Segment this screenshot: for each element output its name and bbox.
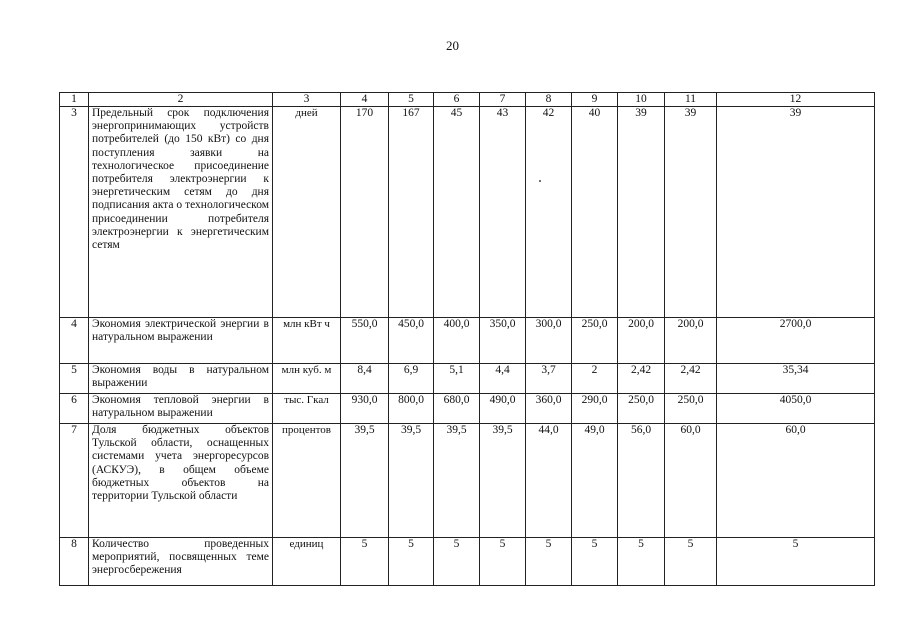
value-cell: 2,42 — [665, 364, 717, 394]
value-cell: 39,5 — [341, 424, 389, 538]
column-number-cell: 5 — [389, 93, 434, 107]
row-number: 3 — [60, 107, 89, 318]
column-number-cell: 3 — [273, 93, 341, 107]
unit-cell: единиц — [273, 538, 341, 586]
value-cell: 400,0 — [434, 318, 480, 364]
value-cell: 350,0 — [480, 318, 526, 364]
value-cell: 450,0 — [389, 318, 434, 364]
column-number-cell: 11 — [665, 93, 717, 107]
value-cell: 5 — [341, 538, 389, 586]
value-cell: 44,0 — [526, 424, 572, 538]
value-cell: 930,0 — [341, 394, 389, 424]
value-cell: 49,0 — [572, 424, 618, 538]
unit-cell: дней — [273, 107, 341, 318]
indicator-name: Экономия электрической энергии в натуральном выражении — [89, 318, 273, 364]
value-cell: 45 — [434, 107, 480, 318]
unit-cell: млн куб. м — [273, 364, 341, 394]
column-number-cell: 8 — [526, 93, 572, 107]
value-cell: 200,0 — [618, 318, 665, 364]
unit-cell: млн кВт ч — [273, 318, 341, 364]
value-cell: 39,5 — [480, 424, 526, 538]
value-cell: 5 — [665, 538, 717, 586]
table-row — [60, 364, 875, 394]
value-cell: 167 — [389, 107, 434, 318]
indicators-table — [59, 92, 875, 586]
value-cell: 5 — [717, 538, 875, 586]
value-cell: 5 — [480, 538, 526, 586]
value-cell: 250,0 — [618, 394, 665, 424]
value-cell: 4,4 — [480, 364, 526, 394]
row-number: 7 — [60, 424, 89, 538]
column-number-cell: 4 — [341, 93, 389, 107]
value-cell: 2700,0 — [717, 318, 875, 364]
column-number-cell: 12 — [717, 93, 875, 107]
value-cell: 5,1 — [434, 364, 480, 394]
page-number: 20 — [446, 38, 459, 53]
value-cell: 60,0 — [717, 424, 875, 538]
value-cell: 5 — [526, 538, 572, 586]
value-cell: 39 — [717, 107, 875, 318]
value-cell: 250,0 — [665, 394, 717, 424]
row-number: 8 — [60, 538, 89, 586]
value-cell: 360,0 — [526, 394, 572, 424]
table-row — [60, 318, 875, 364]
value-cell: 35,34 — [717, 364, 875, 394]
table-row — [60, 538, 875, 586]
value-cell: 490,0 — [480, 394, 526, 424]
value-cell: 250,0 — [572, 318, 618, 364]
value-cell: 39,5 — [434, 424, 480, 538]
column-number-cell: 1 — [60, 93, 89, 107]
value-cell: 42 — [526, 107, 572, 318]
indicator-name: Экономия тепловой энергии в натуральном выражении — [89, 394, 273, 424]
value-cell: 5 — [389, 538, 434, 586]
value-cell: 550,0 — [341, 318, 389, 364]
value-cell: 800,0 — [389, 394, 434, 424]
value-cell: 2,42 — [618, 364, 665, 394]
scan-speck — [539, 180, 541, 182]
row-number: 5 — [60, 364, 89, 394]
indicator-name: Доля бюджетных объектов Тульской области, оснащенных системами учета энергоресурсов (АСКУЭ), в общем объеме бюджетных объектов на территории Тульской области — [89, 424, 273, 538]
value-cell: 300,0 — [526, 318, 572, 364]
value-cell: 2 — [572, 364, 618, 394]
column-number-cell: 9 — [572, 93, 618, 107]
value-cell: 5 — [572, 538, 618, 586]
value-cell: 6,9 — [389, 364, 434, 394]
value-cell: 680,0 — [434, 394, 480, 424]
value-cell: 5 — [618, 538, 665, 586]
table-row — [60, 394, 875, 424]
row-number: 6 — [60, 394, 89, 424]
value-cell: 3,7 — [526, 364, 572, 394]
value-cell: 43 — [480, 107, 526, 318]
indicator-name: Экономия воды в натуральном выражении — [89, 364, 273, 394]
value-cell: 60,0 — [665, 424, 717, 538]
column-number-row — [60, 93, 875, 107]
unit-cell: процентов — [273, 424, 341, 538]
column-number-cell: 10 — [618, 93, 665, 107]
indicator-name: Предельный срок подключения энергопринимающих устройств потребителей (до 150 кВт) со дня поступления заявки на технологическое присоединение потребителя электроэнергии к энергетическим сетям до дня подписания акта о технологическом присоединении потребителя электроэнергии к энергетическим сетям — [89, 107, 273, 318]
value-cell: 40 — [572, 107, 618, 318]
value-cell: 39 — [618, 107, 665, 318]
value-cell: 200,0 — [665, 318, 717, 364]
value-cell: 170 — [341, 107, 389, 318]
value-cell: 4050,0 — [717, 394, 875, 424]
value-cell: 39,5 — [389, 424, 434, 538]
value-cell: 8,4 — [341, 364, 389, 394]
value-cell: 56,0 — [618, 424, 665, 538]
unit-cell: тыс. Гкал — [273, 394, 341, 424]
value-cell: 39 — [665, 107, 717, 318]
table-body — [60, 93, 875, 586]
value-cell: 290,0 — [572, 394, 618, 424]
column-number-cell: 6 — [434, 93, 480, 107]
column-number-cell: 7 — [480, 93, 526, 107]
value-cell: 5 — [434, 538, 480, 586]
column-number-cell: 2 — [89, 93, 273, 107]
indicator-name: Количество проведенных мероприятий, посвященных теме энергосбережения — [89, 538, 273, 586]
table-row — [60, 424, 875, 538]
table-row — [60, 107, 875, 318]
row-number: 4 — [60, 318, 89, 364]
